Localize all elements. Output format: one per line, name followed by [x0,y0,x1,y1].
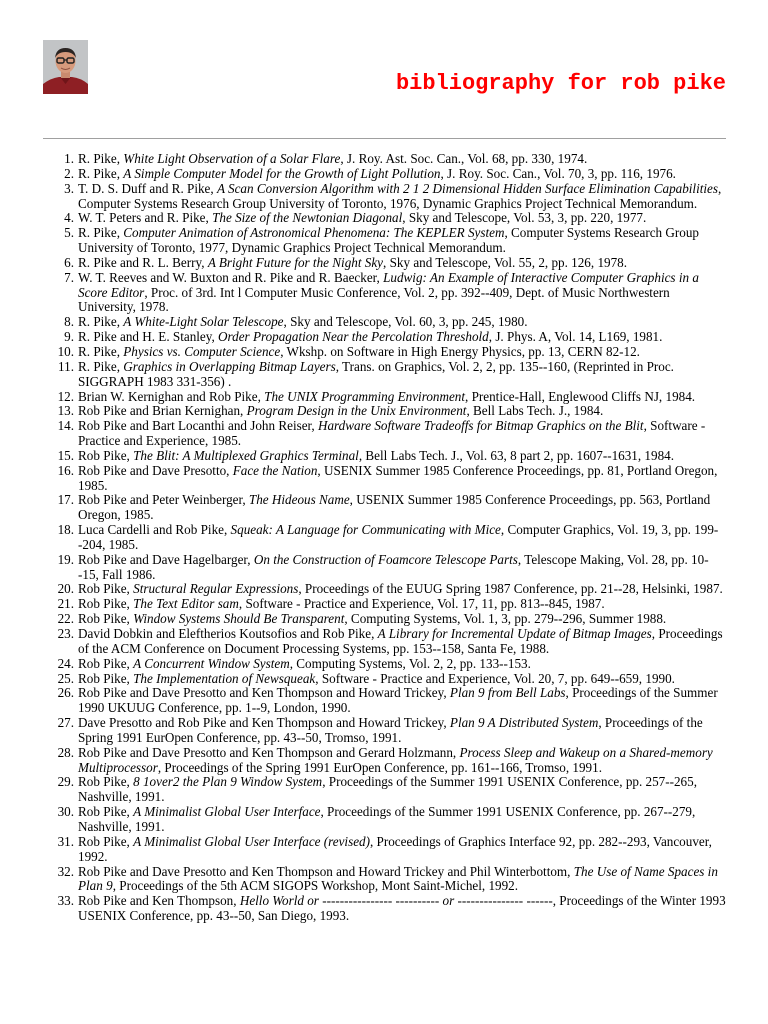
entry-number: 9. [64,329,74,345]
entry-title: The UNIX Programming Environment [264,388,466,404]
entry-title: Order Propagation Near the Percolation Threshold [218,329,489,345]
entry-title: White Light Observation of a Solar Flare [123,151,341,166]
entry-title: Physics vs. Computer Science [123,343,281,359]
entry-authors: Rob Pike, [78,581,134,597]
bibliography-entry [57,685,726,716]
entry-authors: Rob Pike, [78,833,134,849]
entry-authors: T. D. S. Duff and R. Pike, [78,180,217,196]
bibliography-entry [57,655,726,672]
entry-publication: , Software - Practice and Experience, Vol. 20, 7, pp. 649--659, 1990. [315,670,675,686]
entry-publication: , Proceedings of the Summer 1990 UKUUG Conference, pp. 1--9, London, 1990. [78,685,718,716]
entry-number: 19. [57,551,74,567]
entry-number: 16. [57,462,74,478]
entry-publication: , Wkshp. on Software in High Energy Physics, pp. 13, CERN 82-12. [280,343,640,359]
bibliography-entry [57,833,726,865]
entry-authors: David Dobkin and Eleftherios Koutsofios and Rob Pike, [78,626,378,641]
entry-title: Process Sleep and Wakeup on a Shared-memory Multiprocessor [78,744,713,775]
entry-number: 17. [57,492,74,508]
entry-authors: R. Pike, [78,343,124,359]
entry-publication: , Proceedings of the Winter 1993 USENIX Conference, pp. 43--50, San Diego, 1993. [78,893,726,924]
entry-authors: R. Pike, [78,314,124,330]
entry-number: 6. [64,254,74,270]
entry-title: Hardware Software Tradeoffs for Bitmap Graphics on the Blit [317,418,644,434]
entry-number: 32. [57,863,74,879]
bibliography-entry [64,210,726,226]
entry-publication: , Prentice-Hall, Englewood Cliffs NJ, 1984. [465,388,696,404]
entry-number: 11. [58,358,74,374]
entry-publication: , USENIX Summer 1985 Conference Proceedings, pp. 81, Portland Oregon, 1985. [78,462,718,493]
entry-publication: , Sky and Telescope, Vol. 55, 2, pp. 126, 1978. [383,254,628,270]
entry-title: Window Systems Should Be Transparent [133,611,345,627]
entry-title: The Hideous Name [248,492,350,508]
entry-authors: R. Pike, [78,165,124,181]
entry-authors: Rob Pike, [78,611,134,627]
entry-number: 3. [64,180,74,196]
entry-authors: R. Pike, [78,225,124,241]
entry-publication: , Proceedings of Graphics Interface 92, pp. 282--293, Vancouver, 1992. [78,833,712,864]
entry-authors: Rob Pike and Ken Thompson, [78,893,240,909]
entry-number: 14. [57,418,74,434]
entry-title: A Library for Incremental Update of Bitmap Images [377,626,652,641]
bibliography-entry [57,611,726,627]
person-photo-icon [43,40,88,94]
entry-title: Hello World or ---------------- ---------- or --------------- ------ [239,893,553,909]
bibliography-entry [57,804,726,835]
entry-publication: , Proceedings of the 5th ACM SIGOPS Workshop, Mont Saint-Michel, 1992. [112,878,519,894]
entry-title: On the Construction of Foamcore Telescope Parts [253,551,518,567]
bibliography-entry [57,744,726,776]
bibliography-entry [57,774,726,805]
entry-title: A Scan Conversion Algorithm with 2 1 2 Dimensional Hidden Surface Elimination Capabilities [216,180,718,196]
entry-number: 5. [64,225,74,241]
entry-number: 15. [57,447,74,463]
entry-publication: , Proceedings of the Spring 1991 EurOpen Conference, pp. 43--50, Tromso, 1991. [78,715,703,745]
bibliography-entry [57,596,726,612]
entry-publication: , Software - Practice and Experience, Vol. 17, 11, pp. 813--845, 1987. [238,596,605,612]
entry-number: 2. [64,165,74,181]
entry-publication: , Computing Systems, Vol. 2, 2, pp. 133--153. [289,655,531,671]
entry-number: 27. [57,715,74,731]
entry-authors: Brian W. Kernighan and Rob Pike, [78,388,265,404]
entry-number: 28. [57,744,74,760]
entry-number: 26. [57,685,74,701]
entry-number: 24. [57,655,74,671]
entry-title: A Bright Future for the Night Sky [207,254,384,270]
entry-title: The Use of Name Spaces in Plan 9 [78,863,718,894]
entry-title: A Simple Computer Model for the Growth of Light Pollution [123,165,441,181]
entry-number: 20. [57,581,74,597]
entry-publication: , Proceedings of the Summer 1991 USENIX Conference, pp. 267--279, Nashville, 1991. [78,804,696,834]
entry-title: The Blit: A Multiplexed Graphics Terminal [133,447,359,463]
bibliography-entry [57,715,726,746]
entry-title: A White-Light Solar Telescope [123,314,284,330]
entry-title: Computer Animation of Astronomical Phenomena: The KEPLER System [123,225,505,241]
bibliography-entry [57,522,726,553]
entry-publication: , Bell Labs Tech. J., 1984. [466,403,604,419]
entry-authors: Rob Pike and Dave Presotto and Ken Thompson and Howard Trickey, [78,685,450,701]
entry-number: 18. [57,522,74,538]
entry-title: The Size of the Newtonian Diagonal [212,210,403,226]
entry-authors: Rob Pike, [78,670,134,686]
entry-authors: Rob Pike, [78,447,134,463]
entry-publication: , Proc. of 3rd. Int l Computer Music Conference, Vol. 2, pp. 392--409, Dept. of Music Northwestern University, 1978. [78,284,670,315]
author-photo-avatar [43,40,88,94]
entry-publication: , Computer Graphics, Vol. 19, 3, pp. 199--204, 1985. [78,522,719,552]
entry-authors: R. Pike, [78,358,124,374]
entry-authors: Rob Pike and Dave Presotto, [78,462,233,478]
entry-number: 31. [57,833,74,849]
entry-title: The Text Editor sam [133,596,239,612]
bibliography-entry [57,403,726,419]
bibliography-list [57,151,726,924]
entry-authors: R. Pike and H. E. Stanley, [78,329,219,345]
entry-publication: , Bell Labs Tech. J., Vol. 63, 8 part 2, pp. 1607--1631, 1984. [358,447,674,463]
bibliography-entry [57,492,726,523]
entry-publication: , USENIX Summer 1985 Conference Proceedings, pp. 563, Portland Oregon, 1985. [78,492,711,523]
bibliography-entry [64,254,726,271]
entry-number: 7. [64,269,74,285]
bibliography-entry [57,388,726,405]
entry-authors: Rob Pike, [78,804,134,820]
entry-title: Ludwig: An Example of Interactive Computer Graphics in a Score Editor [78,269,699,300]
entry-title: 8 1over2 the Plan 9 Window System [133,774,323,790]
entry-publication: , Trans. on Graphics, Vol. 2, 2, pp. 135--160, (Reprinted in Proc. SIGGRAPH 1983 331-356) . [78,358,674,389]
bibliography-entry [57,626,726,657]
entry-number: 29. [57,774,74,790]
entry-authors: Rob Pike and Brian Kernighan, [78,403,247,419]
bibliography-entry [57,462,726,494]
entry-authors: W. T. Reeves and W. Buxton and R. Pike and R. Baecker, [78,269,384,285]
entry-publication: , Computing Systems, Vol. 1, 3, pp. 279--296, Summer 1988. [344,611,667,627]
entry-publication: , J. Phys. A, Vol. 14, L169, 1981. [488,329,663,345]
entry-authors: Rob Pike, [78,655,134,671]
entry-publication: , Proceedings of the Spring 1991 EurOpen Conference, pp. 161--166, Tromso, 1991. [157,759,602,775]
bibliography-entry [57,670,726,687]
entry-authors: Luca Cardelli and Rob Pike, [78,522,231,538]
bibliography-entry [64,225,726,256]
bibliography-entry [58,358,726,390]
page-title: bibliography for rob pike [395,71,726,96]
entry-title: Program Design in the Unix Environment [246,403,467,419]
entry-title: A Minimalist Global User Interface [133,804,321,820]
entry-title: Squeak: A Language for Communicating with Mice [230,522,501,538]
entry-publication: , Computer Systems Research Group University of Toronto, 1977, Dynamic Graphics Project Technical Memorandum. [78,225,699,256]
entry-number: 8. [64,314,74,330]
entry-publication: , J. Roy. Ast. Soc. Can., Vol. 68, pp. 330, 1974. [340,151,588,166]
entry-publication: , Sky and Telescope, Vol. 53, 3, pp. 220, 1977. [402,210,647,226]
entry-number: 1. [64,151,74,166]
bibliography-entry [57,863,726,895]
entry-title: Structural Regular Expressions [133,581,299,597]
entry-authors: Rob Pike and Dave Presotto and Ken Thompson and Howard Trickey and Phil Winterbottom, [78,863,574,879]
bibliography-entry [64,329,726,345]
entry-number: 33. [57,893,74,909]
entry-number: 13. [57,403,74,419]
entry-publication: , Telescope Making, Vol. 28, pp. 10--15, Fall 1986. [78,551,709,582]
entry-number: 4. [64,210,74,226]
page-header [43,40,726,98]
bibliography-entry [57,418,726,449]
entry-authors: Rob Pike, [78,774,134,790]
bibliography-entry [57,447,726,464]
entry-publication: , Proceedings of the ACM Conference on Document Processing Systems, pp. 153--158, Santa Fe, 1988. [78,626,723,656]
entry-title: A Concurrent Window System [133,655,290,671]
entry-publication: , Software - Practice and Experience, 1985. [78,418,706,449]
entry-authors: Rob Pike and Dave Presotto and Ken Thompson and Gerard Holzmann, [78,744,460,760]
entry-title: Plan 9 from Bell Labs [449,685,566,701]
entry-number: 30. [57,804,74,820]
entry-authors: Rob Pike and Peter Weinberger, [78,492,249,508]
entry-publication: , Proceedings of the EUUG Spring 1987 Conference, pp. 21--28, Helsinki, 1987. [298,581,723,597]
entry-publication: , Sky and Telescope, Vol. 60, 3, pp. 245, 1980. [283,314,528,330]
entry-authors: Rob Pike, [78,596,134,612]
entry-number: 21. [57,596,74,612]
entry-title: The Implementation of Newsqueak [133,670,316,686]
entry-title: A Minimalist Global User Interface (revised) [133,833,370,849]
entry-authors: Rob Pike and Dave Hagelbarger, [78,551,254,567]
bibliography-entry [64,151,726,167]
header-divider [43,138,726,139]
entry-authors: R. Pike, [78,151,124,166]
bibliography-entry [64,269,726,316]
entry-number: 25. [57,670,74,686]
entry-publication: , Proceedings of the Summer 1991 USENIX Conference, pp. 257--265, Nashville, 1991. [78,774,697,805]
entry-authors: Rob Pike and Bart Locanthi and John Reiser, [78,418,318,434]
entry-authors: R. Pike and R. L. Berry, [78,254,208,270]
entry-number: 23. [57,626,74,641]
bibliography-entry [57,343,726,360]
entry-authors: W. T. Peters and R. Pike, [78,210,213,226]
bibliography-entry [57,551,726,583]
entry-publication: , Computer Systems Research Group University of Toronto, 1976, Dynamic Graphics Project Technical Memorandum. [78,180,722,211]
bibliography-entry [64,180,726,212]
bibliography-entry [64,314,726,330]
entry-number: 10. [57,343,74,359]
entry-number: 12. [57,388,74,404]
bibliography-entry [64,165,726,182]
entry-title: Graphics in Overlapping Bitmap Layers [123,358,336,374]
entry-title: Plan 9 A Distributed System [449,715,599,731]
bibliography-entry [57,581,726,597]
entry-authors: Dave Presotto and Rob Pike and Ken Thompson and Howard Trickey, [78,715,450,731]
entry-number: 22. [57,611,74,627]
entry-publication: , J. Roy. Soc. Can., Vol. 70, 3, pp. 116, 1976. [440,165,676,181]
bibliography-entry [57,893,726,924]
entry-title: Face the Nation [232,462,318,478]
